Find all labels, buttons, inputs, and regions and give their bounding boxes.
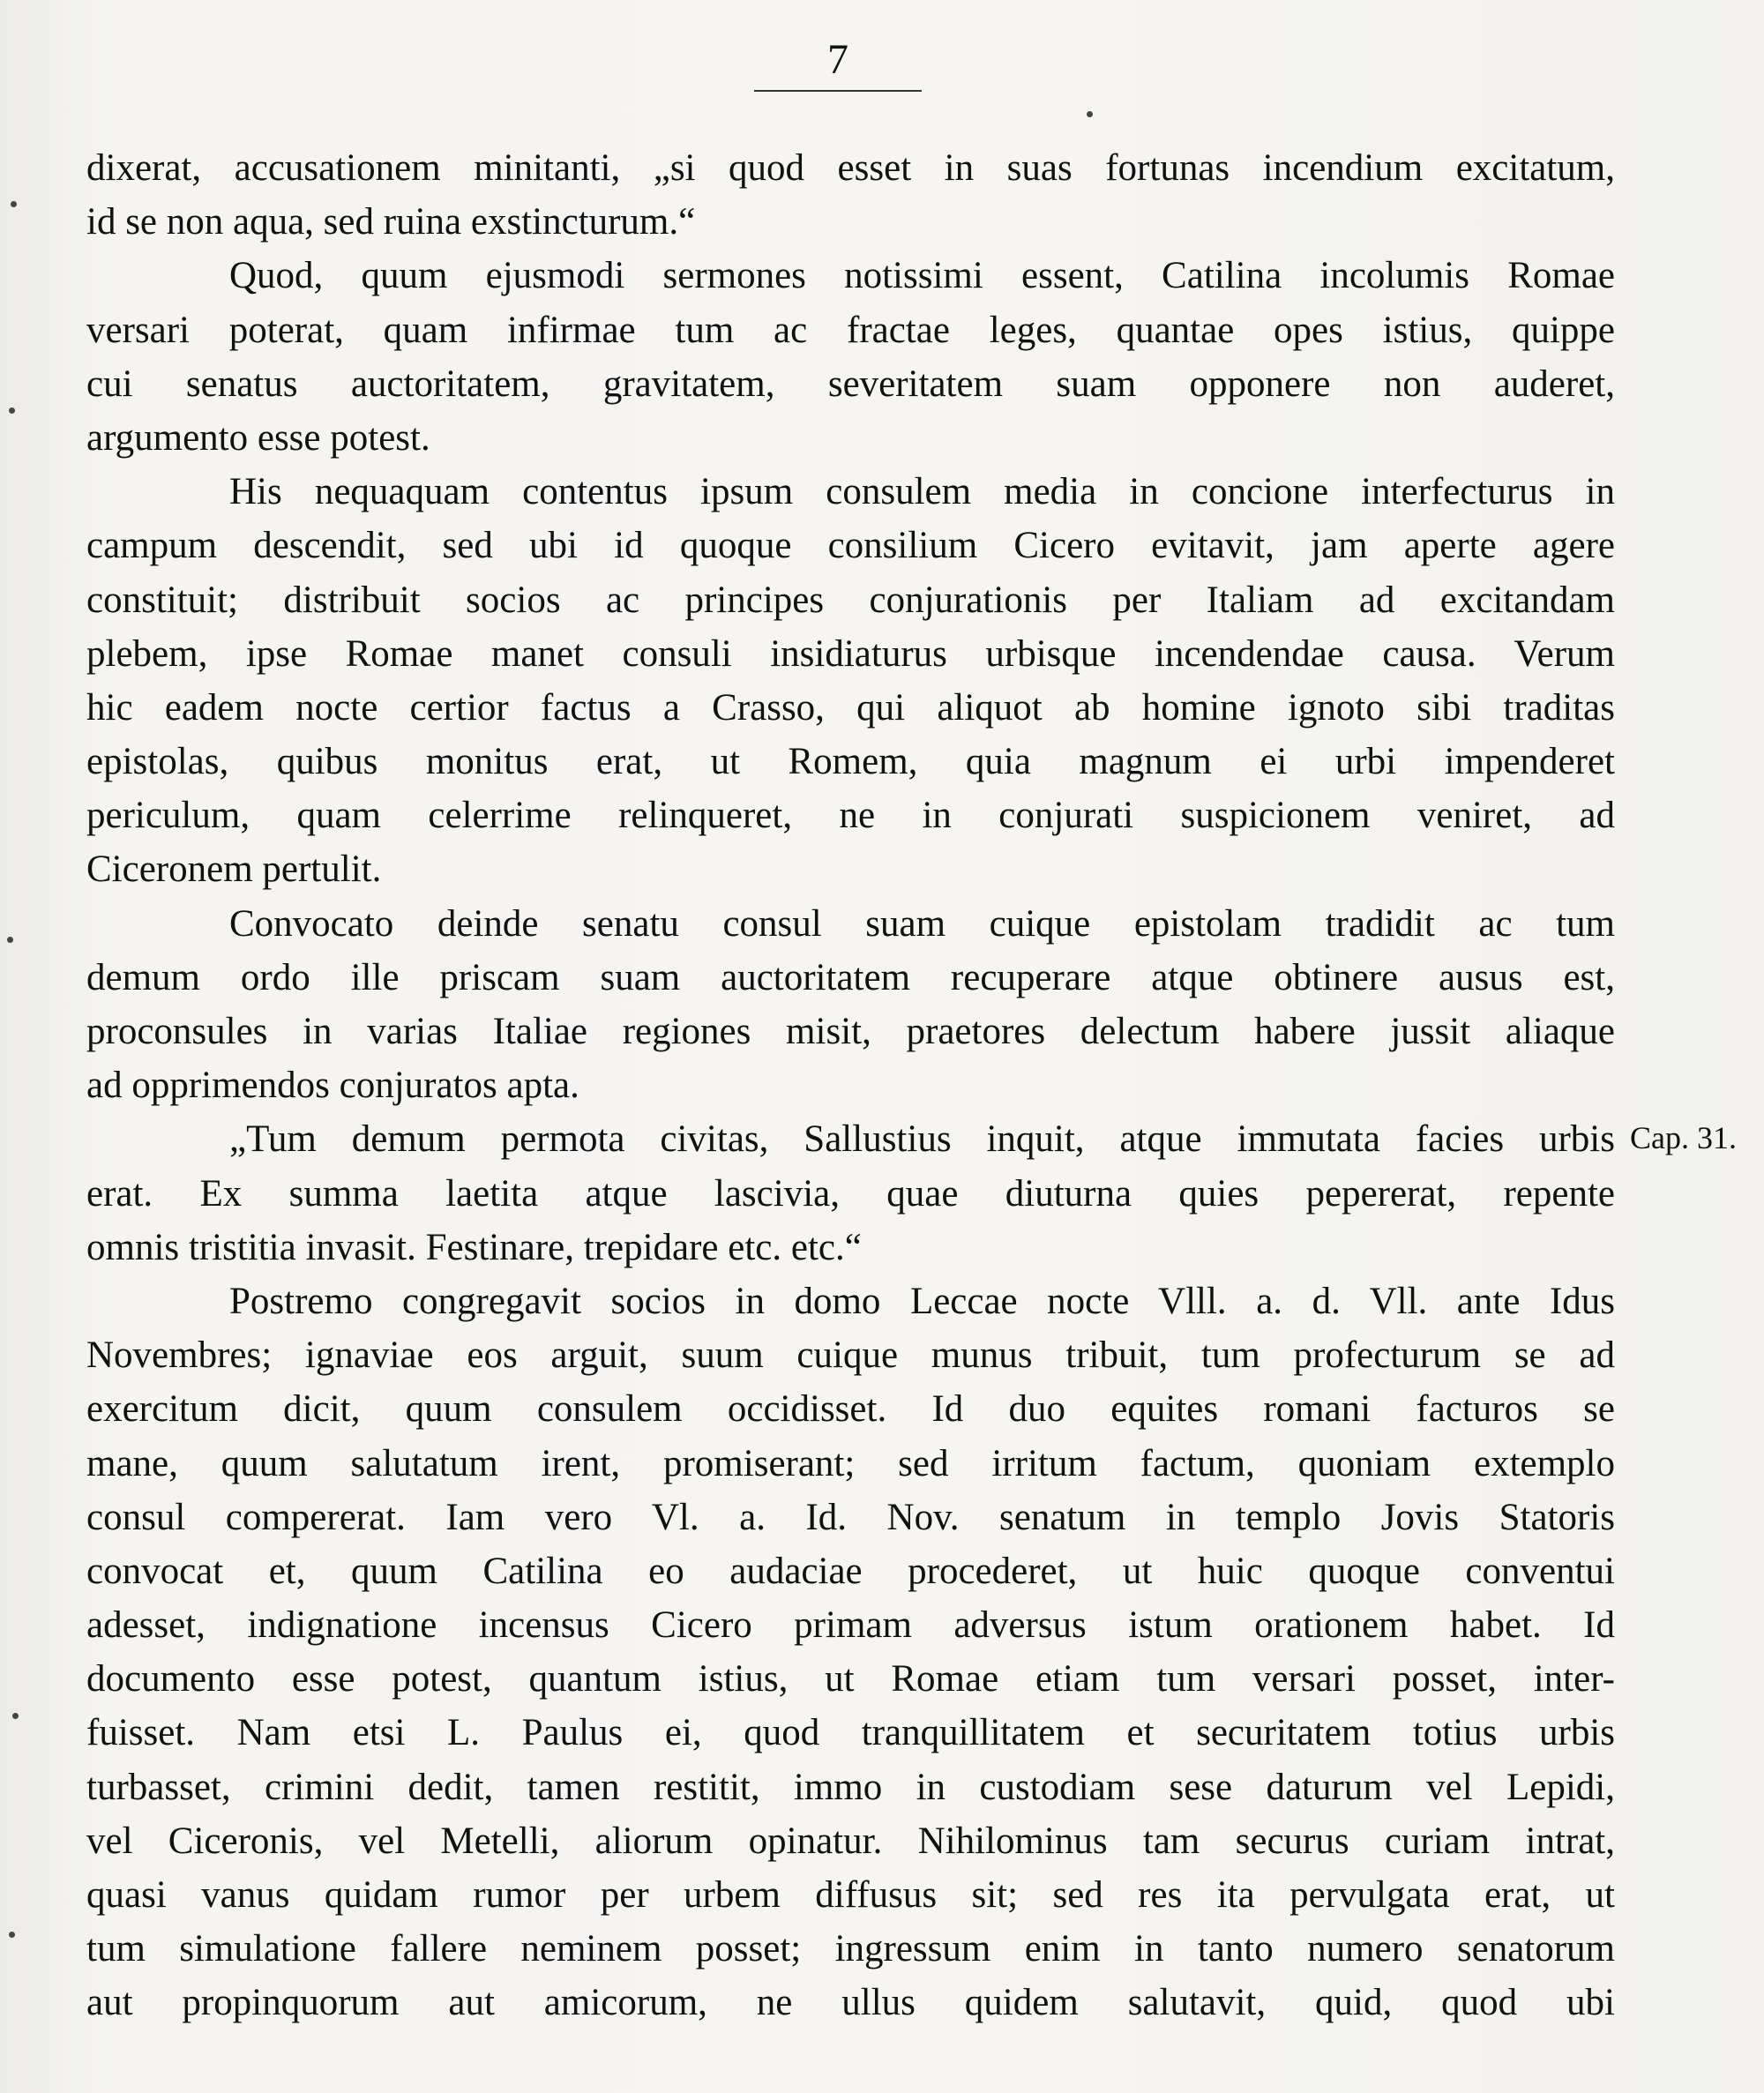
text-line: adesset, indignatione incensus Cicero primam adversus istum orationem habet. Id [86,1604,1615,1647]
text-line: exercitum dicit, quum consulem occidisset. Id duo equites romani facturos se [86,1388,1615,1431]
text-line: turbasset, crimini dedit, tamen restitit, immo in custodiam sese daturum vel Lepidi, [86,1766,1615,1808]
text-line: fuisset. Nam etsi L. Paulus ei, quod tranquillitatem et securitatem totius urbis [86,1712,1615,1754]
text-line: ad opprimendos conjuratos apta. [86,1065,579,1107]
text-line: hic eadem nocte certior factus a Crasso, qui aliquot ab homine ignoto sibi traditas [86,686,1615,729]
scan-speck [9,1932,15,1938]
page-number: 7 [827,36,848,83]
text-line: epistolas, quibus monitus erat, ut Romem, quia magnum ei urbi impenderet [86,741,1615,783]
text-line: His nequaquam contentus ipsum consulem media in concione interfecturus in [229,471,1615,513]
text-line: periculum, quam celerrime relinqueret, ne in conjurati suspicionem veniret, ad [86,795,1615,837]
text-line: demum ordo ille priscam suam auctoritatem recuperare atque obtinere ausus est, [86,956,1615,998]
scan-speck [11,201,17,207]
text-line: dixerat, accusationem minitanti, „si quod esset in suas fortunas incendium excitatum, [86,147,1615,189]
text-line: argumento esse potest. [86,416,430,459]
text-line: Ciceronem pertulit. [86,848,382,891]
text-line: „Tum demum permota civitas, Sallustius inquit, atque immutata facies urbis [229,1118,1615,1161]
text-line: Postremo congregavit socios in domo Leccae nocte Vlll. a. d. Vll. ante Idus [229,1280,1615,1322]
text-line: aut propinquorum aut amicorum, ne ullus quidem salutavit, quid, quod ubi [86,1982,1615,2024]
text-line: proconsules in varias Italiae regiones misit, praetores delectum habere jussit aliaque [86,1011,1615,1052]
text-line: quasi vanus quidam rumor per urbem diffusus sit; sed res ita pervulgata erat, ut [86,1874,1615,1916]
text-line: id se non aqua, sed ruina exstincturum.“ [86,201,696,243]
text-line: consul compererat. Iam vero Vl. a. Id. Nov. senatum in templo Jovis Statoris [86,1496,1615,1538]
text-line: plebem, ipse Romae manet consuli insidiaturus urbisque incendendae causa. Verum [86,632,1615,675]
text-line: campum descendit, sed ubi id quoque consilium Cicero evitavit, jam aperte agere [86,525,1615,567]
text-line: Quod, quum ejusmodi sermones notissimi essent, Catilina incolumis Romae [229,255,1615,297]
text-line: omnis tristitia invasit. Festinare, trepidare etc. etc.“ [86,1226,862,1268]
text-line: documento esse potest, quantum istius, ut Romae etiam tum versari posset, inter- [86,1658,1615,1701]
text-line: erat. Ex summa laetita atque lascivia, quae diuturna quies pepererat, repente [86,1172,1615,1215]
text-line: versari poterat, quam infirmae tum ac fractae leges, quantae opes istius, quippe [86,309,1615,351]
text-line: Convocato deinde senatu consul suam cuique epistolam tradidit ac tum [229,902,1615,945]
scan-speck [12,1713,19,1719]
body-text [86,141,1615,2030]
scan-speck [7,937,13,943]
text-line: cui senatus auctoritatem, gravitatem, severitatem suam opponere non auderet, [86,363,1615,405]
scan-speck [9,407,15,414]
text-line: Novembres; ignaviae eos arguit, suum cuique munus tribuit, tum profecturum se ad [86,1334,1615,1377]
margin-note-chapter: Cap. 31. [1630,1120,1737,1155]
scan-speck [1087,111,1093,117]
page-number-rule [754,90,922,92]
text-line: vel Ciceronis, vel Metelli, aliorum opinatur. Nihilominus tam securus curiam intrat, [86,1820,1615,1862]
text-line: mane, quum salutatum irent, promiserant; sed irritum factum, quoniam extemplo [86,1442,1615,1484]
text-line: tum simulatione fallere neminem posset; ingressum enim in tanto numero senatorum [86,1928,1615,1970]
text-line: convocat et, quum Catilina eo audaciae procederet, ut huic quoque conventui [86,1550,1615,1592]
text-line: constituit; distribuit socios ac principes conjurationis per Italiam ad excitandam [86,579,1615,621]
